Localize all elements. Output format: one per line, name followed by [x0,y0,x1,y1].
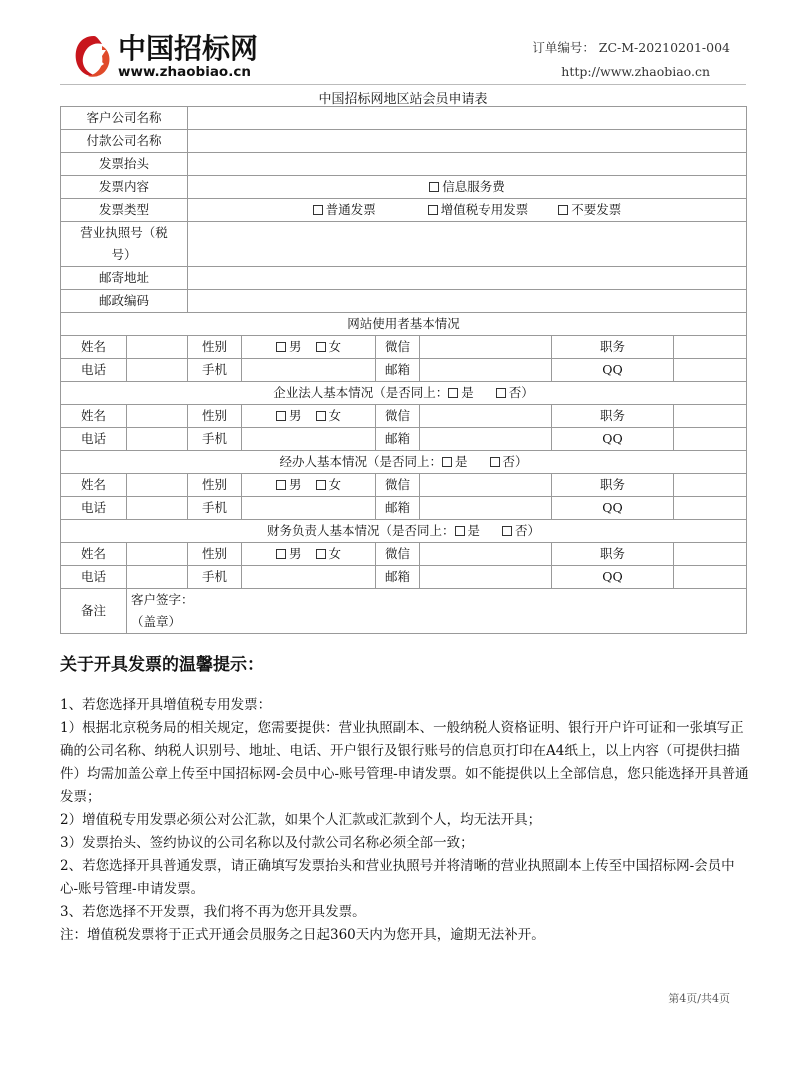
phone-field[interactable] [127,566,188,589]
application-form [60,106,747,634]
page-number: 第4页/共4页 [668,992,730,1005]
person-row-2 [61,428,747,451]
label: 姓名 [61,405,127,428]
label: 发票内容 [61,176,188,199]
row-payer-company [61,130,747,153]
qq-field[interactable] [674,428,747,451]
label: 手机 [188,359,242,382]
customer-company-field[interactable] [188,107,747,130]
checkbox-normal-invoice[interactable] [313,205,323,215]
row-invoice-content [61,176,747,199]
order-number: 订单编号： ZC-M-20210201-004 [532,40,730,55]
qq-field[interactable] [674,359,747,382]
wechat-field[interactable] [420,474,552,497]
option-label: 不要发票 [571,202,622,217]
qq-field[interactable] [674,497,747,520]
name-field[interactable] [127,543,188,566]
checkbox[interactable] [429,182,439,192]
row-postcode [61,290,747,313]
label: 营业执照号（税 号） [61,222,188,267]
email-field[interactable] [420,359,552,382]
invoice-header-field[interactable] [188,153,747,176]
checkbox-female[interactable] [316,342,326,352]
label: 职务 [552,543,674,566]
tip-line: 2）增值税专用发票必须公对公汇款，如果个人汇款或汇款到个人，均无法开具； [60,812,542,828]
mobile-field[interactable] [242,359,376,382]
checkbox-same-yes[interactable] [448,388,458,398]
section-header: 财务负责人基本情况（是否同上： 是 否） [61,520,747,543]
position-field[interactable] [674,543,747,566]
label: 手机 [188,497,242,520]
signature-label: 客户签字： [131,592,194,607]
section-header [61,313,747,336]
label: 姓名 [61,543,127,566]
label: 电话 [61,566,127,589]
label: 职务 [552,405,674,428]
logo-text: 中国招标网 [118,32,259,65]
label: 备注 [61,589,127,634]
mobile-field[interactable] [242,428,376,451]
row-address [61,267,747,290]
checkbox-male[interactable] [276,549,286,559]
position-field[interactable] [674,474,747,497]
address-field[interactable] [188,267,747,290]
section-header: 企业法人基本情况（是否同上： 是 否） [61,382,747,405]
label: 性别 [188,336,242,359]
label: 邮寄地址 [61,267,188,290]
person-row-1: 姓名 性别 男 女 微信 职务 [61,474,747,497]
label: 付款公司名称 [61,130,188,153]
postcode-field[interactable] [188,290,747,313]
tip-line: 2、若您选择开具普通发票，请正确填写发票抬头和营业执照号并将清晰的营业执照副本上传至中国招标网-会员中心-账号管理-申请发票。 [60,858,735,897]
checkbox-vat-invoice[interactable] [428,205,438,215]
label: 手机 [188,566,242,589]
label: 性别 [188,474,242,497]
checkbox-same-yes[interactable] [442,457,452,467]
wechat-field[interactable] [420,543,552,566]
payer-company-field[interactable] [188,130,747,153]
wechat-field[interactable] [420,405,552,428]
section-title: 网站使用者基本情况 [61,313,747,336]
checkbox-same-no[interactable] [490,457,500,467]
phone-field[interactable] [127,359,188,382]
label: 客户公司名称 [61,107,188,130]
person-row-1: 姓名 性别 男 女 微信 职务 [61,336,747,359]
tips-title: 关于开具发票的温馨提示： [60,655,264,675]
checkbox-male[interactable] [276,480,286,490]
label: 发票类型 [61,199,188,222]
section-title: 财务负责人基本情况（是否同上： [267,523,455,538]
zhaobiao-logo-icon [72,34,116,80]
position-field[interactable] [674,336,747,359]
option-label: 增值税专用发票 [440,202,529,217]
header-divider [60,84,746,85]
label: 邮政编码 [61,290,188,313]
wechat-field[interactable] [420,336,552,359]
row-invoice-header [61,153,747,176]
signature-field[interactable] [127,589,747,634]
label: 性别 [188,405,242,428]
mobile-field[interactable] [242,566,376,589]
label: 微信 [376,336,420,359]
checkbox-same-no[interactable] [496,388,506,398]
checkbox-same-yes[interactable] [455,526,465,536]
tip-line: 1、若您选择开具增值税专用发票： [60,697,272,713]
checkbox-male[interactable] [276,342,286,352]
tip-line: 1）根据北京税务局的相关规定，您需要提供：营业执照副本、一般纳税人资格证明、银行开户许可证和一张填写正确的公司名称、纳税人识别号、地址、电话、开户银行及银行账号的信息页打印在A4纸上，以上内容（可提供扫描件）均需加盖公章上传至中国招标网-会员中心-账号管理-申请发票。如不能提供以上全部信息，您只能选择开具普通发票； [60,720,749,805]
form-title: 中国招标网地区站会员申请表 [318,92,488,107]
row-remark [61,589,747,634]
name-field[interactable] [127,474,188,497]
option-label: 信息服务费 [442,179,505,194]
position-field[interactable] [674,405,747,428]
logo [72,32,272,82]
tip-line: 注：增值税发票将于正式开通会员服务之日起360天内为您开具，逾期无法补开。 [60,927,545,943]
seal-label: （盖章） [131,614,182,629]
person-row-2 [61,497,747,520]
person-row-1: 姓名 性别 男 女 微信 职务 [61,543,747,566]
qq-field[interactable] [674,566,747,589]
option-label: 普通发票 [325,202,376,217]
label: QQ [552,428,674,451]
row-invoice-type [61,199,747,222]
logo-url: www.zhaobiao.cn [118,64,251,80]
name-field[interactable] [127,336,188,359]
email-field[interactable] [420,497,552,520]
checkbox-female[interactable] [316,480,326,490]
label: 微信 [376,405,420,428]
email-field[interactable] [420,566,552,589]
license-no-field[interactable] [188,222,747,267]
person-row-1: 姓名 性别 男 女 微信 职务 [61,405,747,428]
label: QQ [552,566,674,589]
person-row-2 [61,359,747,382]
checkbox-male[interactable] [276,411,286,421]
label: 微信 [376,474,420,497]
label: 邮箱 [376,566,420,589]
site-url: http://www.zhaobiao.cn [561,64,710,79]
section-header: 经办人基本情况（是否同上： 是 否） [61,451,747,474]
name-field[interactable] [127,405,188,428]
row-license-no [61,222,747,267]
label: 性别 [188,543,242,566]
tip-line: 3、若您选择不开发票，我们将不再为您开具发票。 [60,904,366,920]
section-title: 企业法人基本情况（是否同上： [273,385,449,400]
tips-body [60,694,750,947]
email-field[interactable] [420,428,552,451]
label: 电话 [61,497,127,520]
label: 邮箱 [376,497,420,520]
label: 姓名 [61,474,127,497]
label: 微信 [376,543,420,566]
label: QQ [552,497,674,520]
label: 发票抬头 [61,153,188,176]
checkbox-female[interactable] [316,549,326,559]
mobile-field[interactable] [242,497,376,520]
label: 职务 [552,474,674,497]
tip-line: 3）发票抬头、签约协议的公司名称以及付款公司名称必须全部一致； [60,835,474,851]
phone-field[interactable] [127,497,188,520]
label: QQ [552,359,674,382]
person-row-2 [61,566,747,589]
label: 邮箱 [376,428,420,451]
checkbox-no-invoice[interactable] [558,205,568,215]
label: 姓名 [61,336,127,359]
row-customer-company [61,107,747,130]
phone-field[interactable] [127,428,188,451]
label: 职务 [552,336,674,359]
checkbox-female[interactable] [316,411,326,421]
label: 邮箱 [376,359,420,382]
label: 手机 [188,428,242,451]
label: 电话 [61,428,127,451]
label: 电话 [61,359,127,382]
checkbox-same-no[interactable] [502,526,512,536]
section-title: 经办人基本情况（是否同上： [279,454,443,469]
